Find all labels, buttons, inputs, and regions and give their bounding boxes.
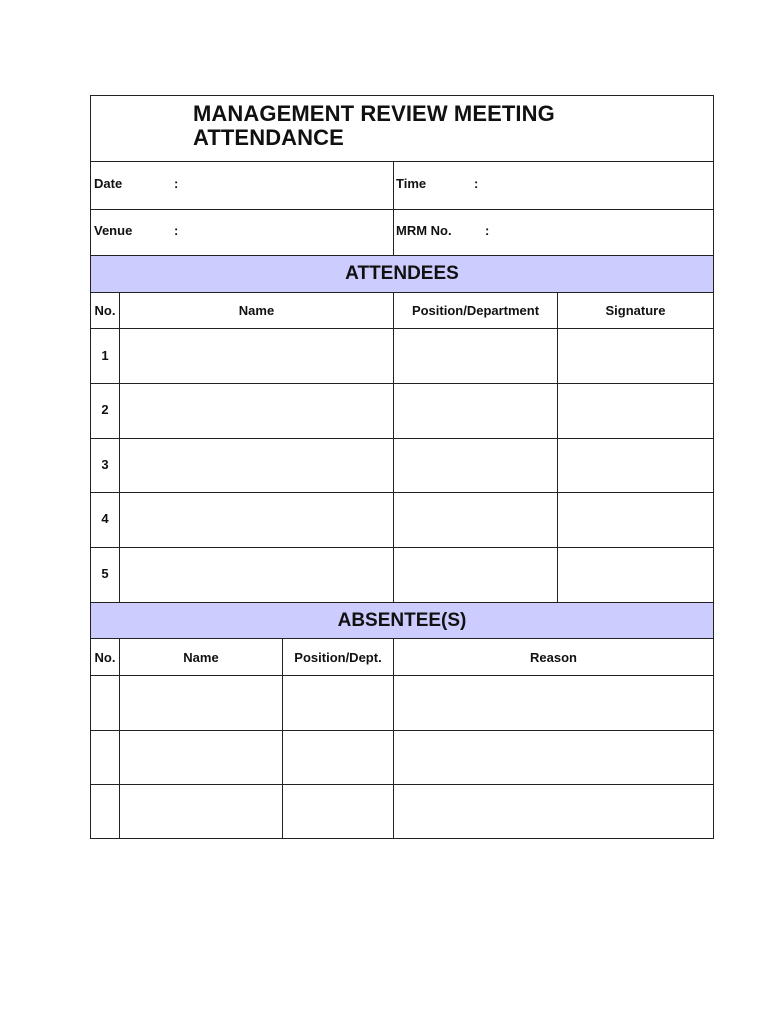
attendee-1-position-cell[interactable] (395, 330, 555, 382)
attendee-3-position-cell[interactable] (395, 440, 555, 491)
absentee-1-position-cell[interactable] (284, 677, 392, 729)
attendees-col-position: Position/Department (411, 303, 540, 318)
venue-field[interactable] (186, 212, 386, 252)
absentee-3-name-cell[interactable] (121, 786, 281, 837)
form-title-line1: MANAGEMENT REVIEW MEETING (193, 101, 555, 126)
absentee-1-name-cell[interactable] (121, 677, 281, 729)
divider-attendees-header (91, 328, 713, 329)
absentee-1-reason-cell[interactable] (395, 677, 711, 729)
attendee-3-signature-cell[interactable] (559, 440, 711, 491)
absentees-col-name: Name (183, 649, 219, 665)
time-label: Time (396, 176, 427, 191)
attendees-heading: ATTENDEES (345, 263, 459, 284)
attendees-col-signature: Signature (605, 303, 666, 318)
mrm-label: MRM No. (396, 223, 452, 238)
date-field[interactable] (186, 164, 386, 206)
attendee-row-1-no: 1 (101, 348, 109, 363)
divider-attendee-row-3 (91, 492, 713, 493)
form-title-line2: ATTENDANCE (193, 125, 344, 150)
venue-label: Venue (94, 223, 133, 238)
time-field[interactable] (486, 164, 706, 206)
divider-attendee-row-1 (91, 383, 713, 384)
divider-title (91, 161, 713, 162)
attendee-3-name-cell[interactable] (121, 440, 391, 491)
attendee-row-4-no: 4 (101, 511, 109, 526)
absentee-2-name-cell[interactable] (121, 732, 281, 783)
absentee-2-reason-cell[interactable] (395, 732, 711, 783)
mrm-field[interactable] (496, 212, 706, 252)
divider-absentee-row-1 (91, 730, 713, 731)
divider-attendees-name-col (393, 293, 394, 603)
attendee-2-name-cell[interactable] (121, 385, 391, 437)
attendee-4-signature-cell[interactable] (559, 494, 711, 546)
attendees-col-no: No. (94, 303, 116, 318)
divider-attendees-position-col (557, 293, 558, 603)
date-separator: : (174, 176, 179, 191)
absentee-3-reason-cell[interactable] (395, 786, 711, 837)
attendee-row-3-no: 3 (101, 457, 109, 472)
date-label: Date (94, 176, 123, 191)
absentees-col-reason: Reason (530, 649, 577, 665)
absentee-3-no-cell[interactable] (92, 786, 118, 837)
attendees-band (91, 256, 713, 292)
absentees-heading: ABSENTEE(S) (337, 609, 467, 631)
attendee-4-name-cell[interactable] (121, 494, 391, 546)
divider-absentee-row-2 (91, 784, 713, 785)
attendee-5-position-cell[interactable] (395, 549, 555, 601)
attendee-1-signature-cell[interactable] (559, 330, 711, 382)
divider-attendees-no-col (119, 293, 120, 603)
divider-fields-center (393, 161, 394, 256)
attendees-col-name: Name (238, 303, 275, 318)
divider-absentees-header (91, 675, 713, 676)
absentee-3-position-cell[interactable] (284, 786, 392, 837)
absentees-col-no: No. (94, 649, 116, 665)
attendee-2-signature-cell[interactable] (559, 385, 711, 437)
divider-attendee-row-2 (91, 438, 713, 439)
attendee-4-position-cell[interactable] (395, 494, 555, 546)
venue-separator: : (174, 223, 179, 238)
divider-date-row (91, 209, 713, 210)
absentee-2-position-cell[interactable] (284, 732, 392, 783)
absentees-col-position: Position/Dept. (294, 649, 382, 665)
divider-attendee-row-4 (91, 547, 713, 548)
absentees-band (91, 603, 713, 638)
attendee-5-signature-cell[interactable] (559, 549, 711, 601)
attendee-2-position-cell[interactable] (395, 385, 555, 437)
mrm-separator: : (485, 223, 490, 238)
attendance-form (90, 95, 714, 839)
form-title (193, 102, 555, 150)
absentee-1-no-cell[interactable] (92, 677, 118, 729)
attendee-1-name-cell[interactable] (121, 330, 391, 382)
attendee-row-5-no: 5 (101, 566, 109, 581)
attendee-row-2-no: 2 (101, 402, 109, 417)
time-separator: : (474, 176, 479, 191)
absentee-2-no-cell[interactable] (92, 732, 118, 783)
attendee-5-name-cell[interactable] (121, 549, 391, 601)
